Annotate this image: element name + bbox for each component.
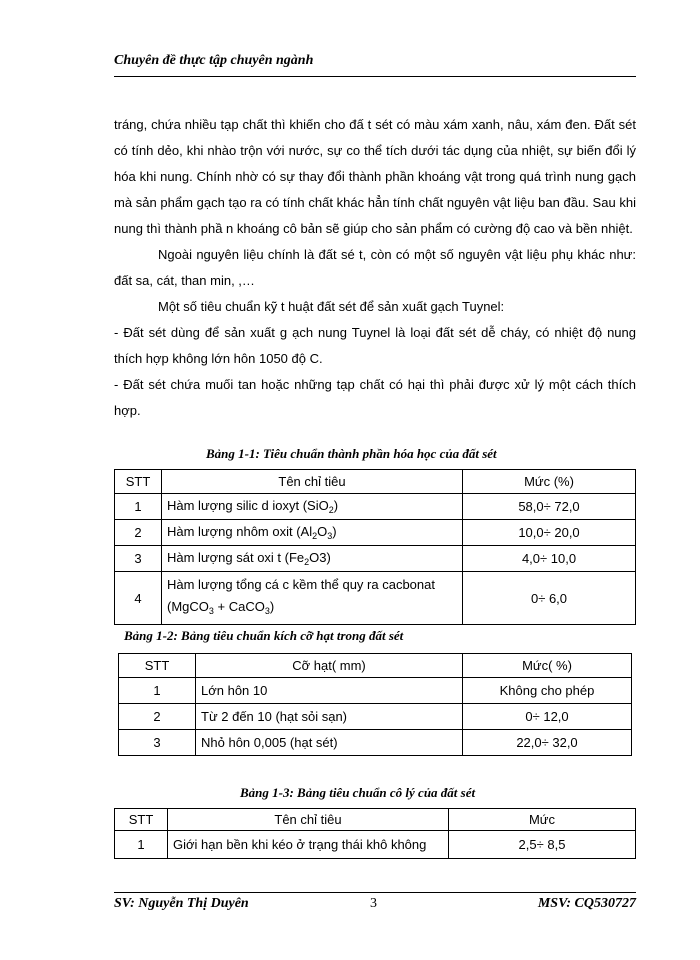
cell-value: 0÷ 12,0 (463, 704, 632, 730)
cell-stt: 1 (115, 831, 168, 859)
table-3-caption: Bảng 1-3: Bảng tiêu chuẩn cô lý của đất sét (240, 785, 476, 800)
header-stt: STT (115, 809, 168, 831)
table-row (115, 520, 636, 546)
cell-name-text: ) (332, 524, 337, 539)
cell-name (162, 520, 463, 546)
cell-stt: 2 (119, 704, 196, 730)
subscript: 2 (328, 505, 334, 515)
subscript: 2 (304, 557, 310, 567)
footer-student-name: SV: Nguyễn Thị Duyên (114, 896, 249, 911)
header-name: Cỡ hạt( mm) (196, 654, 463, 678)
cell-name-text: Hàm lượng sát oxi t (Fe (167, 550, 305, 565)
cell-value: 58,0÷ 72,0 (463, 494, 636, 520)
header-value: Mức (%) (463, 470, 636, 494)
cell-name-text: O (317, 524, 328, 539)
subscript: 3 (264, 606, 270, 616)
subscript: 2 (312, 531, 318, 541)
table-row (115, 572, 636, 625)
header-name: Tên chỉ tiêu (162, 470, 463, 494)
cell-name (162, 572, 463, 625)
cell-value: 22,0÷ 32,0 (463, 730, 632, 756)
cell-value: 2,5÷ 8,5 (449, 831, 636, 859)
header-stt: STT (115, 470, 162, 494)
body-text (114, 112, 636, 424)
table-3-physical-properties (114, 808, 636, 859)
footer-divider (114, 892, 636, 893)
cell-name-text: ) (333, 498, 339, 513)
paragraph-1: tráng, chứa nhiều tạp chất thì khiến cho đấ t sét có màu xám xanh, nâu, xám đen. Đất sét có tính dẻo, khi nhào trộn với nước, sự co thể tích dưới tác dụng của nhiệt, sự biến đổi lý hóa khi nung. Chính nhờ có sự thay đổi thành phần khoáng vật trong quá trình nung gạch mà sản phẩm gạch tạo ra có tính chất khác hẳn tính chất nguyên vật liệu ban đầu. Sau khi nung thì thành phầ n khoáng cô bản sẽ giúp cho sản phẩm có cường độ cao và bền nhiệt. (114, 117, 636, 236)
paragraph-2: Ngoài nguyên liệu chính là đất sé t, còn có một số nguyên vật liệu phụ khác như: đất sa, cát, than min, ,… (114, 247, 636, 288)
table-1-caption: Bảng 1-1: Tiêu chuẩn thành phần hóa học của đất sét (206, 446, 497, 461)
cell-stt: 3 (119, 730, 196, 756)
cell-stt: 3 (115, 546, 162, 572)
cell-value: 4,0÷ 10,0 (463, 546, 636, 572)
cell-name: Giới hạn bền khi kéo ở trạng thái khô không (168, 831, 449, 859)
table-row (119, 678, 632, 704)
cell-stt: 4 (115, 572, 162, 625)
cell-name-text: Hàm lượng nhôm oxit (Al (167, 524, 313, 539)
cell-value: 0÷ 6,0 (463, 572, 636, 625)
table-header-row (115, 470, 636, 494)
table-row (115, 546, 636, 572)
cell-value: 10,0÷ 20,0 (463, 520, 636, 546)
paragraph-4: - Đất sét dùng để sản xuất g ạch nung Tuynel là loại đất sét dễ cháy, có nhiệt độ nung thích hợp không lớn hôn 1050 độ C. (114, 325, 636, 366)
page-number: 3 (370, 896, 377, 911)
cell-value: Không cho phép (463, 678, 632, 704)
cell-stt: 2 (115, 520, 162, 546)
footer-student-id: MSV: CQ530727 (537, 896, 636, 911)
cell-name-text: + CaCO (213, 599, 265, 614)
table-row (115, 831, 636, 859)
paragraph-3: Một số tiêu chuẩn kỹ t huật đất sét để sản xuất gạch Tuynel: (158, 299, 505, 314)
subscript: 3 (327, 531, 333, 541)
table-row (119, 704, 632, 730)
cell-name: Lớn hôn 10 (196, 678, 463, 704)
table-2-particle-size (118, 653, 632, 756)
header-divider (114, 76, 636, 77)
header-name: Tên chỉ tiêu (168, 809, 449, 831)
cell-name (162, 546, 463, 572)
cell-stt: 1 (119, 678, 196, 704)
cell-name-text: Hàm lượng silic d ioxyt (SiO (167, 498, 329, 513)
cell-name-text: ) (269, 599, 275, 614)
table-row (115, 494, 636, 520)
header-value: Mức( %) (463, 654, 632, 678)
page-header-title: Chuyên đề thực tập chuyên ngành (114, 53, 314, 68)
table-1-chemical-composition (114, 469, 636, 625)
cell-name-text: O3) (309, 550, 331, 565)
cell-name-line-1: Hàm lượng tổng cá c kềm thể quy ra cacbonat (167, 577, 435, 592)
cell-stt: 1 (115, 494, 162, 520)
subscript: 3 (208, 606, 214, 616)
header-stt: STT (119, 654, 196, 678)
cell-name: Nhỏ hôn 0,005 (hạt sét) (196, 730, 463, 756)
header-value: Mức (449, 809, 636, 831)
cell-name (162, 494, 463, 520)
cell-name: Từ 2 đến 10 (hạt sỏi sạn) (196, 704, 463, 730)
table-row (119, 730, 632, 756)
cell-name-text: (MgCO (167, 599, 209, 614)
cell-name-line-2 (167, 596, 457, 622)
table-header-row (115, 809, 636, 831)
paragraph-5: - Đất sét chứa muối tan hoặc những tạp chất có hại thì phải được xử lý một cách thích hợp. (114, 377, 636, 418)
table-header-row (119, 654, 632, 678)
table-2-caption: Bảng 1-2: Bảng tiêu chuẩn kích cỡ hạt trong đất sét (124, 628, 404, 643)
